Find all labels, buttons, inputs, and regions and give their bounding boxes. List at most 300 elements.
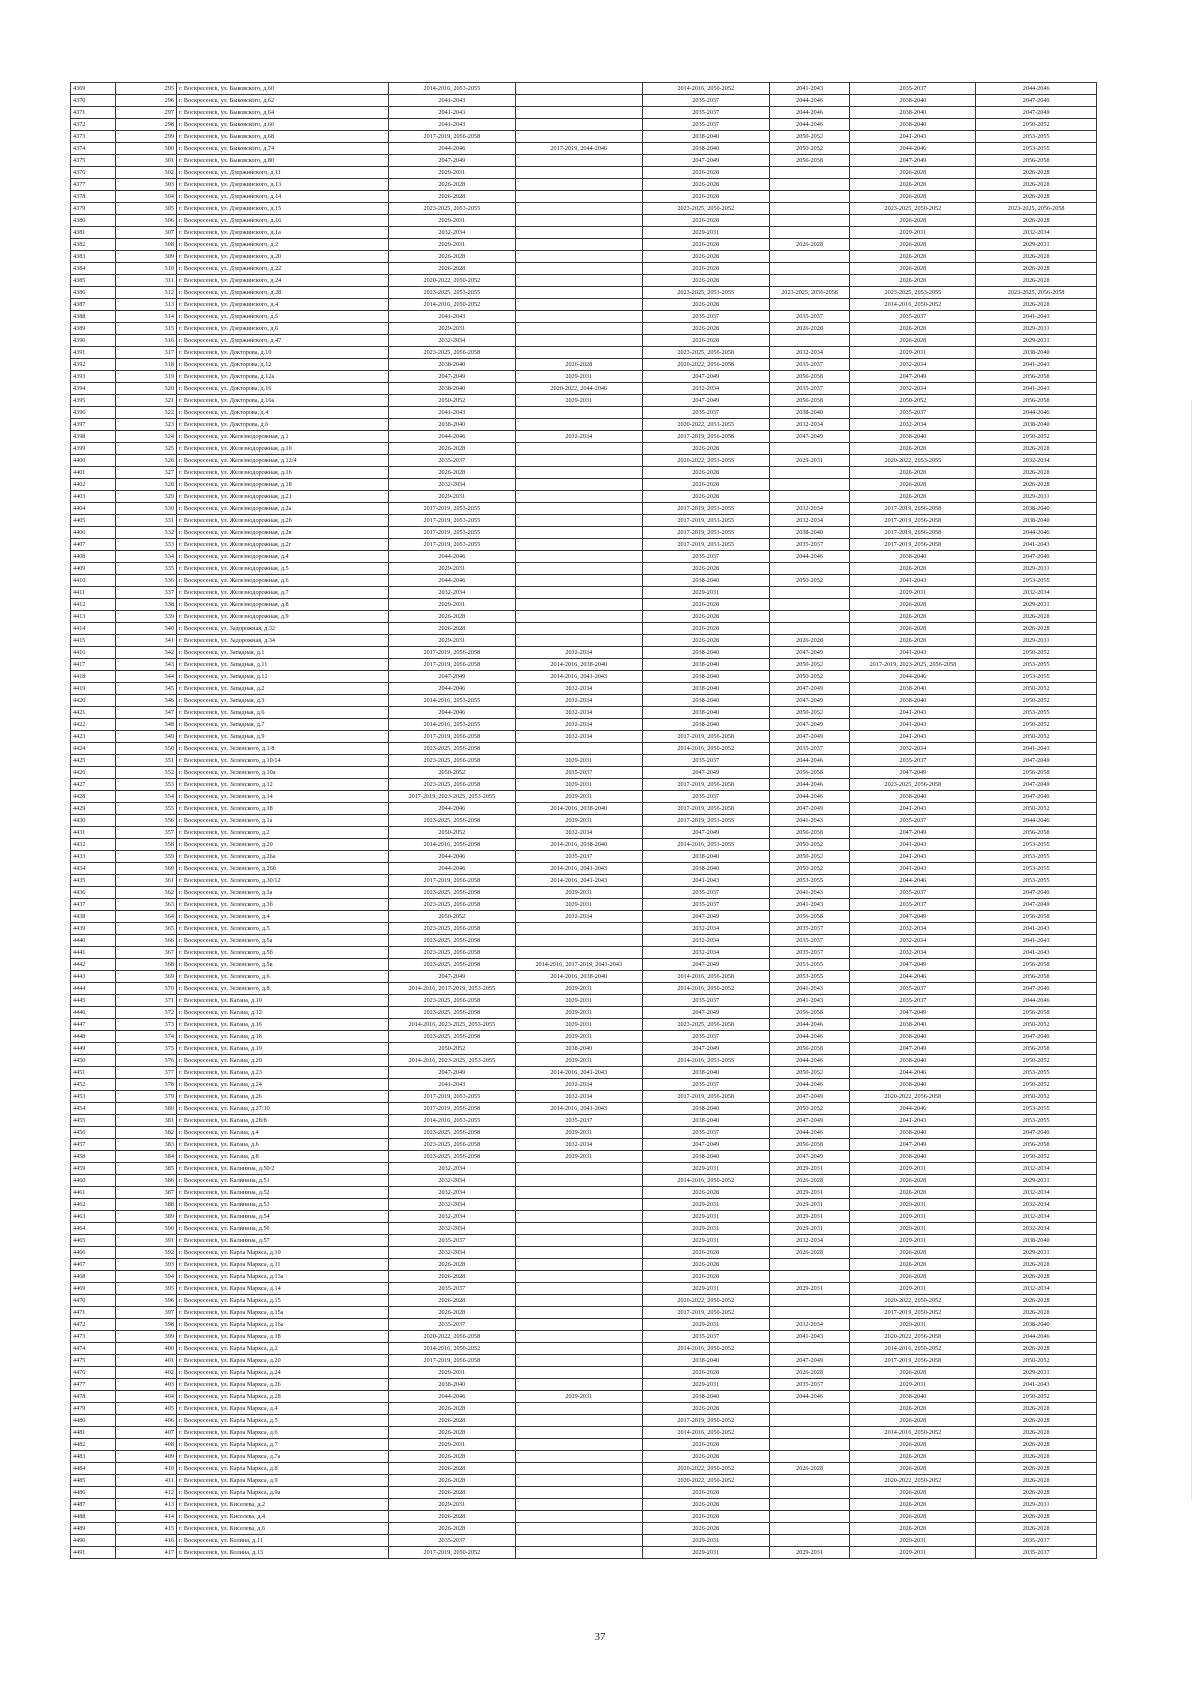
cell-period-2: 2029-2031 xyxy=(515,1127,642,1139)
cell-row-id: 4372 xyxy=(71,119,116,131)
cell-period-1: 2026-2028 xyxy=(388,1511,515,1523)
cell-period-2: 2014-2016, 2041-2043 xyxy=(515,671,642,683)
cell-period-2 xyxy=(515,167,642,179)
cell-period-3: 2017-2019, 2056-2058 xyxy=(642,779,769,791)
cell-period-4: 2044-2046 xyxy=(769,1019,850,1031)
cell-period-5: 2026-2028 xyxy=(850,443,976,455)
cell-period-1: 2044-2046 xyxy=(388,575,515,587)
cell-period-3: 2026-2028 xyxy=(642,335,769,347)
cell-item-number: 382 xyxy=(116,1127,177,1139)
cell-period-6: 2047-2049 xyxy=(976,899,1097,911)
cell-item-number: 411 xyxy=(116,1475,177,1487)
cell-period-6: 2053-2055 xyxy=(976,1067,1097,1079)
cell-item-number: 399 xyxy=(116,1331,177,1343)
cell-item-number: 363 xyxy=(116,899,177,911)
cell-period-3: 2047-2049 xyxy=(642,1139,769,1151)
cell-period-2 xyxy=(515,407,642,419)
cell-period-5: 2026-2028 xyxy=(850,1247,976,1259)
cell-period-1: 2017-2019, 2053-2055 xyxy=(388,503,515,515)
cell-period-3: 2026-2028 xyxy=(642,467,769,479)
cell-period-6: 2053-2055 xyxy=(976,1103,1097,1115)
cell-period-5: 2047-2049 xyxy=(850,767,976,779)
cell-row-id: 4491 xyxy=(71,1547,116,1559)
cell-row-id: 4390 xyxy=(71,335,116,347)
table-row xyxy=(71,1031,1097,1043)
cell-address: г. Воскресенск, ул. Зеленского, д.12 xyxy=(176,779,388,791)
cell-period-2: 2014-2016, 2041-2043 xyxy=(515,1103,642,1115)
cell-period-4: 2050-2052 xyxy=(769,143,850,155)
cell-address: г. Воскресенск, ул. Зеленского, д.5в xyxy=(176,959,388,971)
cell-row-id: 4385 xyxy=(71,275,116,287)
cell-address: г. Воскресенск, ул. Карла Маркса, д.9 xyxy=(176,1475,388,1487)
cell-period-1: 2041-2043 xyxy=(388,407,515,419)
cell-period-1: 2020-2022, 2050-2052 xyxy=(388,275,515,287)
cell-address: г. Воскресенск, ул. Железнодорожная, д.2г xyxy=(176,539,388,551)
cell-address: г. Воскресенск, ул. Карла Маркса, д.8 xyxy=(176,1463,388,1475)
cell-period-4 xyxy=(769,1439,850,1451)
cell-period-2: 2014-2016, 2038-2040 xyxy=(515,971,642,983)
cell-period-4 xyxy=(769,1415,850,1427)
cell-period-2: 2014-2016, 2041-2043 xyxy=(515,1067,642,1079)
cell-address: г. Воскресенск, ул. Железнодорожная, д.2в xyxy=(176,527,388,539)
table-row xyxy=(71,1439,1097,1451)
cell-period-6: 2029-2031 xyxy=(976,563,1097,575)
cell-period-1: 2044-2046 xyxy=(388,431,515,443)
cell-period-5: 2041-2043 xyxy=(850,803,976,815)
cell-period-6: 2050-2052 xyxy=(976,719,1097,731)
cell-period-2: 2014-2016, 2038-2040 xyxy=(515,659,642,671)
cell-period-5: 2047-2049 xyxy=(850,959,976,971)
cell-period-2 xyxy=(515,335,642,347)
cell-period-2 xyxy=(515,239,642,251)
cell-row-id: 4431 xyxy=(71,827,116,839)
cell-item-number: 390 xyxy=(116,1223,177,1235)
cell-item-number: 365 xyxy=(116,923,177,935)
cell-item-number: 406 xyxy=(116,1415,177,1427)
cell-period-6: 2026-2028 xyxy=(976,1415,1097,1427)
cell-period-1: 2026-2028 xyxy=(388,191,515,203)
cell-period-6: 2050-2052 xyxy=(976,1391,1097,1403)
cell-period-6: 2029-2031 xyxy=(976,635,1097,647)
cell-period-6: 2038-2040 xyxy=(976,347,1097,359)
cell-period-1: 2023-2025, 2056-2058 xyxy=(388,995,515,1007)
cell-period-1: 2026-2028 xyxy=(388,263,515,275)
cell-period-2 xyxy=(515,1547,642,1559)
cell-period-6: 2047-2049 xyxy=(976,755,1097,767)
cell-period-4 xyxy=(769,623,850,635)
cell-period-6: 2029-2031 xyxy=(976,239,1097,251)
cell-period-2 xyxy=(515,107,642,119)
cell-period-3: 2038-2040 xyxy=(642,695,769,707)
cell-row-id: 4422 xyxy=(71,719,116,731)
cell-period-2 xyxy=(515,215,642,227)
cell-period-2 xyxy=(515,935,642,947)
cell-period-4: 2047-2049 xyxy=(769,719,850,731)
cell-period-6: 2056-2058 xyxy=(976,1139,1097,1151)
table-row xyxy=(71,167,1097,179)
cell-period-5: 2026-2028 xyxy=(850,1463,976,1475)
table-row xyxy=(71,1199,1097,1211)
cell-period-4: 2050-2052 xyxy=(769,863,850,875)
cell-item-number: 303 xyxy=(116,179,177,191)
table-row xyxy=(71,527,1097,539)
cell-period-2 xyxy=(515,515,642,527)
cell-period-4: 2035-2037 xyxy=(769,743,850,755)
cell-address: г. Воскресенск, ул. Западная, д.3 xyxy=(176,695,388,707)
cell-address: г. Воскресенск, ул. Зеленского, д.6 xyxy=(176,971,388,983)
table-row xyxy=(71,263,1097,275)
cell-item-number: 307 xyxy=(116,227,177,239)
cell-row-id: 4419 xyxy=(71,683,116,695)
cell-period-6: 2041-2043 xyxy=(976,935,1097,947)
cell-period-1: 2014-2016, 2053-2055 xyxy=(388,719,515,731)
table-row xyxy=(71,971,1097,983)
cell-period-4: 2026-2028 xyxy=(769,1175,850,1187)
cell-period-4 xyxy=(769,467,850,479)
cell-period-1: 2050-2052 xyxy=(388,395,515,407)
cell-item-number: 328 xyxy=(116,479,177,491)
cell-item-number: 297 xyxy=(116,107,177,119)
cell-period-5: 2029-2031 xyxy=(850,1379,976,1391)
cell-period-6: 2026-2028 xyxy=(976,1403,1097,1415)
cell-period-3: 2035-2037 xyxy=(642,551,769,563)
cell-period-1: 2017-2019, 2056-2058 xyxy=(388,659,515,671)
cell-period-4: 2056-2058 xyxy=(769,911,850,923)
table-row xyxy=(71,479,1097,491)
cell-period-2: 2032-2034 xyxy=(515,695,642,707)
cell-period-1: 2023-2025, 2056-2058 xyxy=(388,779,515,791)
cell-period-6: 2047-2049 xyxy=(976,887,1097,899)
cell-item-number: 396 xyxy=(116,1295,177,1307)
cell-period-3: 2026-2028 xyxy=(642,299,769,311)
cell-row-id: 4454 xyxy=(71,1103,116,1115)
cell-address: г. Воскресенск, ул. Калинина, д.56 xyxy=(176,1223,388,1235)
cell-period-3: 2038-2040 xyxy=(642,1391,769,1403)
cell-period-3: 2026-2028 xyxy=(642,1271,769,1283)
cell-period-5: 2047-2049 xyxy=(850,1139,976,1151)
cell-address: г. Воскресенск, ул. Докторова, д.16 xyxy=(176,383,388,395)
cell-period-6: 2026-2028 xyxy=(976,1511,1097,1523)
table-row xyxy=(71,395,1097,407)
cell-period-6: 2053-2055 xyxy=(976,875,1097,887)
cell-period-5: 2029-2031 xyxy=(850,1223,976,1235)
cell-period-2 xyxy=(515,1331,642,1343)
cell-period-1: 2026-2028 xyxy=(388,1427,515,1439)
table-row xyxy=(71,935,1097,947)
cell-period-6: 2035-2037 xyxy=(976,1547,1097,1559)
page-number: 37 xyxy=(594,1631,606,1643)
cell-period-3: 2026-2028 xyxy=(642,1403,769,1415)
cell-item-number: 330 xyxy=(116,503,177,515)
cell-period-3: 2035-2037 xyxy=(642,887,769,899)
cell-period-5: 2014-2016, 2050-2052 xyxy=(850,299,976,311)
cell-row-id: 4488 xyxy=(71,1511,116,1523)
cell-period-5: 2047-2049 xyxy=(850,827,976,839)
cell-period-1: 2029-2031 xyxy=(388,239,515,251)
cell-period-3: 2026-2028 xyxy=(642,1247,769,1259)
table-row xyxy=(71,539,1097,551)
cell-period-2: 2029-2031 xyxy=(515,755,642,767)
cell-period-6: 2038-2040 xyxy=(976,503,1097,515)
cell-period-1: 2044-2046 xyxy=(388,863,515,875)
cell-period-6: 2056-2058 xyxy=(976,395,1097,407)
cell-period-5: 2026-2028 xyxy=(850,479,976,491)
cell-period-2: 2032-2034 xyxy=(515,647,642,659)
cell-item-number: 352 xyxy=(116,767,177,779)
cell-address: г. Воскресенск, ул. Кагана, д.18 xyxy=(176,1031,388,1043)
cell-period-5: 2029-2031 xyxy=(850,1535,976,1547)
cell-row-id: 4484 xyxy=(71,1463,116,1475)
cell-address: г. Воскресенск, ул. Кагана, д.27/10 xyxy=(176,1103,388,1115)
cell-period-4: 2041-2043 xyxy=(769,995,850,1007)
cell-period-3: 2038-2040 xyxy=(642,1355,769,1367)
cell-item-number: 342 xyxy=(116,647,177,659)
cell-period-3: 2023-2025, 2053-2055 xyxy=(642,287,769,299)
cell-period-5: 2026-2028 xyxy=(850,1403,976,1415)
cell-row-id: 4424 xyxy=(71,743,116,755)
cell-item-number: 400 xyxy=(116,1343,177,1355)
cell-period-5: 2017-2019, 2050-2052 xyxy=(850,1307,976,1319)
cell-period-3: 2014-2016, 2050-2052 xyxy=(642,743,769,755)
cell-period-1: 2044-2046 xyxy=(388,683,515,695)
table-row xyxy=(71,83,1097,95)
cell-period-5: 2035-2037 xyxy=(850,887,976,899)
cell-period-5: 2038-2040 xyxy=(850,95,976,107)
cell-period-6: 2026-2028 xyxy=(976,215,1097,227)
cell-period-2 xyxy=(515,1343,642,1355)
cell-period-3: 2038-2040 xyxy=(642,575,769,587)
cell-address: г. Воскресенск, ул. Кагана, д.23 xyxy=(176,1067,388,1079)
cell-period-1: 2014-2016, 2023-2025, 2053-2055 xyxy=(388,1055,515,1067)
table-row xyxy=(71,1055,1097,1067)
cell-period-3: 2035-2037 xyxy=(642,311,769,323)
cell-period-2: 2026-2028 xyxy=(515,359,642,371)
cell-period-6: 2026-2028 xyxy=(976,275,1097,287)
cell-item-number: 306 xyxy=(116,215,177,227)
cell-item-number: 338 xyxy=(116,599,177,611)
cell-period-3: 2026-2028 xyxy=(642,491,769,503)
cell-period-2 xyxy=(515,1475,642,1487)
table-row xyxy=(71,755,1097,767)
table-row xyxy=(71,671,1097,683)
cell-period-2 xyxy=(515,1199,642,1211)
cell-period-5: 2038-2040 xyxy=(850,1391,976,1403)
cell-row-id: 4399 xyxy=(71,443,116,455)
cell-row-id: 4378 xyxy=(71,191,116,203)
cell-period-5: 2038-2040 xyxy=(850,107,976,119)
cell-period-1: 2032-2034 xyxy=(388,1175,515,1187)
cell-address: г. Воскресенск, ул. Карла Маркса, д.15 xyxy=(176,1295,388,1307)
table-row xyxy=(71,1355,1097,1367)
cell-period-4: 2056-2058 xyxy=(769,155,850,167)
cell-period-3: 2038-2040 xyxy=(642,659,769,671)
cell-address: г. Воскресенск, ул. Карла Маркса, д.20 xyxy=(176,1355,388,1367)
cell-period-6: 2047-2049 xyxy=(976,95,1097,107)
cell-row-id: 4386 xyxy=(71,287,116,299)
cell-period-2 xyxy=(515,1439,642,1451)
cell-period-1: 2041-2043 xyxy=(388,311,515,323)
cell-row-id: 4464 xyxy=(71,1223,116,1235)
table-row xyxy=(71,311,1097,323)
cell-period-5: 2047-2049 xyxy=(850,1007,976,1019)
cell-period-3: 2038-2040 xyxy=(642,143,769,155)
cell-row-id: 4407 xyxy=(71,539,116,551)
cell-address: г. Воскресенск, ул. Быковского, д.80 xyxy=(176,155,388,167)
cell-address: г. Воскресенск, ул. Западная, д.11 xyxy=(176,659,388,671)
cell-period-2 xyxy=(515,599,642,611)
table-row xyxy=(71,1475,1097,1487)
cell-address: г. Воскресенск, ул. Зеленского, д.18 xyxy=(176,803,388,815)
cell-period-2: 2032-2034 xyxy=(515,683,642,695)
table-row xyxy=(71,419,1097,431)
cell-period-3: 2035-2037 xyxy=(642,995,769,1007)
cell-period-1: 2032-2034 xyxy=(388,587,515,599)
cell-period-4: 2044-2046 xyxy=(769,551,850,563)
cell-period-5: 2041-2043 xyxy=(850,839,976,851)
cell-period-3: 2035-2037 xyxy=(642,119,769,131)
cell-period-3: 2047-2049 xyxy=(642,371,769,383)
table-row xyxy=(71,743,1097,755)
cell-address: г. Воскресенск, ул. Карла Маркса, д.6 xyxy=(176,1427,388,1439)
cell-period-5: 2026-2028 xyxy=(850,599,976,611)
cell-item-number: 404 xyxy=(116,1391,177,1403)
cell-address: г. Воскресенск, ул. Железнодорожная, д.7 xyxy=(176,587,388,599)
cell-period-1: 2047-2049 xyxy=(388,155,515,167)
cell-period-1: 2026-2028 xyxy=(388,1451,515,1463)
cell-period-4 xyxy=(769,1307,850,1319)
cell-period-4: 2047-2049 xyxy=(769,1091,850,1103)
cell-period-6: 2032-2034 xyxy=(976,1211,1097,1223)
cell-period-1: 2017-2019, 2056-2058 xyxy=(388,131,515,143)
cell-row-id: 4405 xyxy=(71,515,116,527)
cell-period-3: 2017-2019, 2050-2052 xyxy=(642,1307,769,1319)
cell-address: г. Воскресенск, ул. Зеленского, д.5 xyxy=(176,923,388,935)
cell-row-id: 4418 xyxy=(71,671,116,683)
cell-period-1: 2038-2040 xyxy=(388,359,515,371)
table-row xyxy=(71,1331,1097,1343)
cell-period-1: 2035-2037 xyxy=(388,1319,515,1331)
table-row xyxy=(71,1139,1097,1151)
cell-address: г. Воскресенск, ул. Зеленского, д.26б xyxy=(176,863,388,875)
cell-period-3: 2026-2028 xyxy=(642,191,769,203)
cell-period-6: 2050-2052 xyxy=(976,1055,1097,1067)
cell-period-4: 2032-2034 xyxy=(769,503,850,515)
table-row xyxy=(71,1223,1097,1235)
cell-period-3: 2026-2028 xyxy=(642,1511,769,1523)
cell-period-5: 2035-2037 xyxy=(850,83,976,95)
cell-period-1: 2026-2028 xyxy=(388,179,515,191)
table-row xyxy=(71,683,1097,695)
cell-item-number: 367 xyxy=(116,947,177,959)
cell-item-number: 345 xyxy=(116,683,177,695)
cell-row-id: 4452 xyxy=(71,1079,116,1091)
cell-period-3: 2029-2031 xyxy=(642,1235,769,1247)
cell-period-6: 2026-2028 xyxy=(976,263,1097,275)
cell-address: г. Воскресенск, ул. Калинина, д.50/2 xyxy=(176,1163,388,1175)
cell-address: г. Воскресенск, ул. Зеленского, д.1а xyxy=(176,815,388,827)
table-row xyxy=(71,371,1097,383)
cell-item-number: 395 xyxy=(116,1283,177,1295)
cell-address: г. Воскресенск, ул. Киселева, д.6 xyxy=(176,1523,388,1535)
cell-address: г. Воскресенск, ул. Дзержинского, д.28 xyxy=(176,287,388,299)
cell-period-3: 2029-2031 xyxy=(642,1547,769,1559)
cell-period-5: 2026-2028 xyxy=(850,1175,976,1187)
cell-address: г. Воскресенск, ул. Докторова, д.12 xyxy=(176,359,388,371)
cell-item-number: 360 xyxy=(116,863,177,875)
cell-period-5: 2041-2043 xyxy=(850,719,976,731)
cell-item-number: 393 xyxy=(116,1259,177,1271)
cell-period-6: 2041-2043 xyxy=(976,1379,1097,1391)
cell-row-id: 4436 xyxy=(71,887,116,899)
table-row xyxy=(71,1271,1097,1283)
cell-address: г. Воскресенск, ул. Карла Маркса, д.14 xyxy=(176,1283,388,1295)
cell-item-number: 323 xyxy=(116,419,177,431)
cell-period-3: 2014-2016, 2053-2055 xyxy=(642,1055,769,1067)
cell-period-5: 2020-2022, 2050-2052 xyxy=(850,1295,976,1307)
cell-item-number: 351 xyxy=(116,755,177,767)
cell-period-3: 2017-2019, 2053-2055 xyxy=(642,527,769,539)
cell-item-number: 301 xyxy=(116,155,177,167)
cell-period-4: 2047-2049 xyxy=(769,431,850,443)
cell-period-6: 2026-2028 xyxy=(976,443,1097,455)
cell-period-4: 2041-2043 xyxy=(769,899,850,911)
cell-period-1: 2029-2031 xyxy=(388,491,515,503)
cell-address: г. Воскресенск, ул. Западная, д.6 xyxy=(176,707,388,719)
cell-period-6: 2053-2055 xyxy=(976,575,1097,587)
cell-row-id: 4458 xyxy=(71,1151,116,1163)
table-row xyxy=(71,647,1097,659)
cell-period-6: 2038-2040 xyxy=(976,1235,1097,1247)
cell-period-2 xyxy=(515,347,642,359)
cell-period-2 xyxy=(515,1319,642,1331)
cell-period-4: 2044-2046 xyxy=(769,1079,850,1091)
cell-period-3: 2029-2031 xyxy=(642,1379,769,1391)
cell-row-id: 4462 xyxy=(71,1199,116,1211)
cell-row-id: 4417 xyxy=(71,659,116,671)
cell-period-2 xyxy=(515,1451,642,1463)
cell-period-1: 2029-2031 xyxy=(388,1439,515,1451)
cell-row-id: 4393 xyxy=(71,371,116,383)
table-row xyxy=(71,431,1097,443)
cell-period-1: 2023-2025, 2056-2058 xyxy=(388,347,515,359)
cell-period-5: 2050-2052 xyxy=(850,395,976,407)
cell-period-6: 2044-2046 xyxy=(976,995,1097,1007)
cell-period-1: 2023-2025, 2056-2058 xyxy=(388,1127,515,1139)
cell-period-5: 2029-2031 xyxy=(850,1199,976,1211)
cell-item-number: 408 xyxy=(116,1439,177,1451)
cell-row-id: 4413 xyxy=(71,611,116,623)
table-row xyxy=(71,1499,1097,1511)
table-row xyxy=(71,1547,1097,1559)
cell-period-2 xyxy=(515,287,642,299)
cell-period-5: 2026-2028 xyxy=(850,263,976,275)
cell-period-1: 2044-2046 xyxy=(388,803,515,815)
cell-row-id: 4416 xyxy=(71,647,116,659)
cell-row-id: 4465 xyxy=(71,1235,116,1247)
cell-period-6: 2032-2034 xyxy=(976,1163,1097,1175)
cell-period-4 xyxy=(769,1295,850,1307)
cell-period-4: 2029-2031 xyxy=(769,1187,850,1199)
cell-period-6: 2029-2031 xyxy=(976,1499,1097,1511)
cell-row-id: 4456 xyxy=(71,1127,116,1139)
cell-period-1: 2023-2025, 2056-2058 xyxy=(388,959,515,971)
cell-period-4: 2026-2028 xyxy=(769,1247,850,1259)
cell-period-6: 2041-2043 xyxy=(976,383,1097,395)
cell-row-id: 4403 xyxy=(71,491,116,503)
cell-address: г. Воскресенск, ул. Зеленского, д.2 xyxy=(176,827,388,839)
cell-address: г. Воскресенск, ул. Карла Маркса, д.4 xyxy=(176,1403,388,1415)
table-row xyxy=(71,1127,1097,1139)
